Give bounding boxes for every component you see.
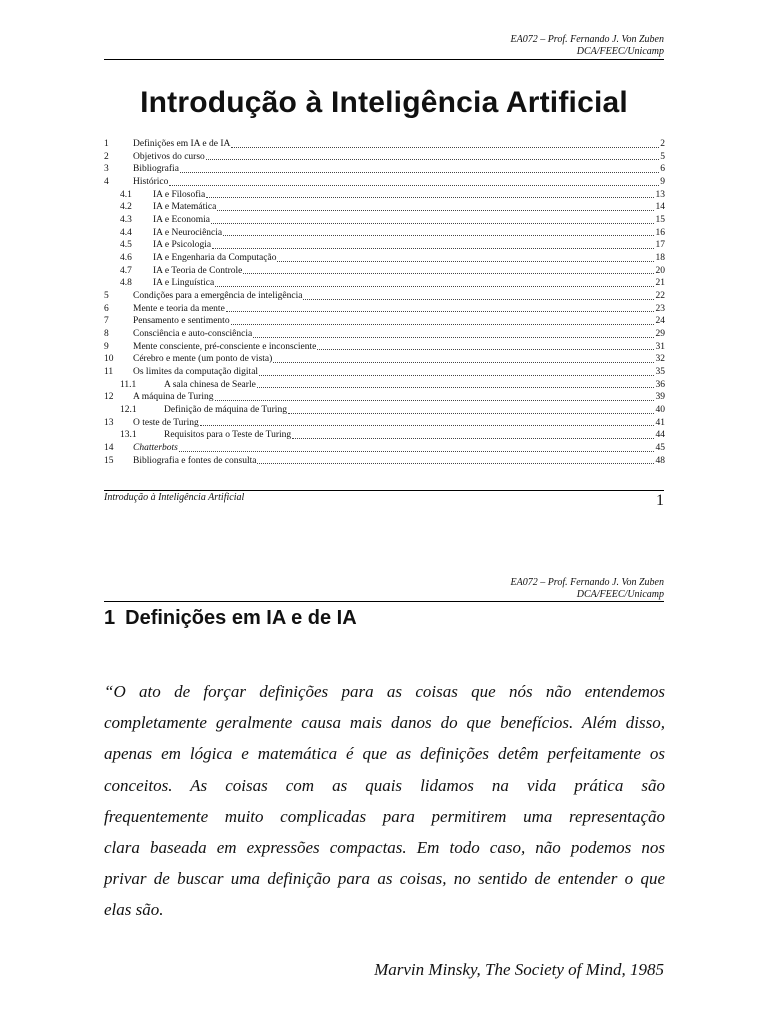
- toc-entry[interactable]: [104, 290, 665, 303]
- toc-entry-page: 14: [655, 202, 665, 213]
- toc-entry-title: Condições para a emergência de inteligência: [133, 291, 303, 302]
- toc-leader-dots: [243, 265, 654, 274]
- toc-leader-dots: [273, 354, 654, 363]
- toc-leader-dots: [180, 164, 659, 173]
- toc-entry[interactable]: [104, 201, 665, 214]
- toc-entry-page: 48: [655, 455, 665, 466]
- toc-entry-title: Chatterbots: [133, 443, 178, 454]
- toc-entry-title: Mente e teoria da mente: [133, 303, 225, 314]
- footer-title: Introdução à Inteligência Artificial: [104, 492, 245, 503]
- toc-leader-dots: [206, 151, 659, 160]
- toc-entry-number: 13.1: [120, 430, 137, 441]
- toc-entry-page: 18: [655, 253, 665, 264]
- toc-entry-number: 7: [104, 316, 109, 327]
- page-header: [510, 577, 664, 601]
- toc-leader-dots: [257, 455, 654, 464]
- toc-entry[interactable]: [104, 442, 665, 455]
- toc-entry-number: 4.6: [120, 253, 132, 264]
- toc-entry-page: 32: [655, 354, 665, 365]
- toc-entry[interactable]: [104, 239, 665, 252]
- toc-entry-page: 20: [655, 265, 665, 276]
- quote-line: apenas em lógica e matemática é que as definições detêm perfeitamente os: [104, 744, 665, 764]
- toc-entry-title: IA e Psicologia: [153, 240, 212, 251]
- toc-entry-number: 3: [104, 164, 109, 175]
- toc-entry[interactable]: [104, 214, 665, 227]
- header-course: EA072 – Prof. Fernando J. Von Zuben: [510, 577, 664, 588]
- toc-entry-title: IA e Linguística: [153, 278, 215, 289]
- table-of-contents: [104, 138, 665, 467]
- toc-entry-number: 14: [104, 443, 114, 454]
- document-title: Introdução à Inteligência Artificial: [140, 86, 628, 119]
- toc-leader-dots: [253, 329, 654, 338]
- toc-entry-page: 21: [655, 278, 665, 289]
- toc-entry-title: A máquina de Turing: [133, 392, 214, 403]
- toc-entry[interactable]: [104, 252, 665, 265]
- toc-entry-page: 31: [655, 341, 665, 352]
- toc-entry[interactable]: [104, 328, 665, 341]
- toc-entry[interactable]: [104, 391, 665, 404]
- toc-entry-page: 24: [655, 316, 665, 327]
- toc-leader-dots: [223, 227, 654, 236]
- toc-entry-page: 41: [655, 417, 665, 428]
- toc-entry-number: 11: [104, 367, 114, 378]
- toc-entry-title: O teste de Turing: [133, 417, 199, 428]
- toc-entry-title: Cérebro e mente (um ponto de vista): [133, 354, 273, 365]
- header-divider: [104, 601, 664, 602]
- toc-entry-page: 40: [655, 405, 665, 416]
- toc-entry-title: IA e Economia: [153, 215, 210, 226]
- toc-leader-dots: [259, 367, 654, 376]
- toc-entry[interactable]: [104, 277, 665, 290]
- toc-entry-number: 6: [104, 303, 109, 314]
- quote-line: “O ato de forçar definições para as coisas que nós não entendemos: [104, 682, 665, 701]
- toc-entry-page: 13: [655, 189, 665, 200]
- toc-entry-page: 23: [655, 303, 665, 314]
- toc-leader-dots: [226, 303, 654, 312]
- toc-entry-number: 15: [104, 455, 114, 466]
- toc-entry-number: 13: [104, 417, 114, 428]
- toc-entry-title: Os limites da computação digital: [133, 367, 259, 378]
- toc-entry-number: 9: [104, 341, 109, 352]
- toc-leader-dots: [200, 417, 654, 426]
- toc-leader-dots: [217, 202, 654, 211]
- toc-entry-title: IA e Teoria de Controle: [153, 265, 243, 276]
- toc-leader-dots: [317, 341, 654, 350]
- toc-entry-title: Consciência e auto-consciência: [133, 329, 253, 340]
- toc-entry-number: 4.3: [120, 215, 132, 226]
- toc-entry-page: 39: [655, 392, 665, 403]
- toc-entry[interactable]: [104, 404, 665, 417]
- toc-entry-page: 17: [655, 240, 665, 251]
- toc-leader-dots: [215, 278, 654, 287]
- toc-entry[interactable]: [104, 417, 665, 430]
- toc-entry-title: Bibliografia: [133, 164, 179, 175]
- toc-entry[interactable]: [104, 353, 665, 366]
- toc-entry[interactable]: [104, 315, 665, 328]
- toc-entry[interactable]: [104, 366, 665, 379]
- toc-entry-number: 11.1: [120, 379, 137, 390]
- toc-entry-number: 4.1: [120, 189, 132, 200]
- toc-entry-title: Objetivos do curso: [133, 151, 205, 162]
- toc-entry-page: 15: [655, 215, 665, 226]
- quote-line: frequentemente muito complicadas para permitirem uma representação: [104, 806, 665, 826]
- toc-entry[interactable]: [104, 138, 665, 151]
- toc-entry[interactable]: [104, 163, 665, 176]
- toc-entry-title: A sala chinesa de Searle: [164, 379, 256, 390]
- quote-line: clara baseada em expressões compactas. Em todo caso, não podemos nos: [104, 837, 665, 857]
- toc-entry-number: 5: [104, 291, 109, 302]
- toc-entry-title: IA e Engenharia da Computação: [153, 253, 277, 264]
- toc-entry[interactable]: [104, 227, 665, 240]
- toc-entry-number: 4.8: [120, 278, 132, 289]
- section-heading: [104, 607, 357, 630]
- toc-entry-title: IA e Neurociência: [153, 227, 223, 238]
- toc-entry-page: 29: [655, 329, 665, 340]
- toc-entry-number: 12.1: [120, 405, 137, 416]
- quote-line: conceitos. As coisas com as quais lidamos na vida prática são: [104, 775, 665, 795]
- toc-entry-title: Histórico: [133, 177, 169, 188]
- toc-entry[interactable]: [104, 379, 665, 392]
- toc-entry[interactable]: [104, 176, 665, 189]
- toc-entry-page: 16: [655, 227, 665, 238]
- toc-leader-dots: [292, 430, 654, 439]
- footer-page-number: 1: [656, 492, 664, 509]
- toc-entry-number: 2: [104, 151, 109, 162]
- header-course: EA072 – Prof. Fernando J. Von Zuben: [510, 34, 664, 45]
- toc-entry-page: 35: [655, 367, 665, 378]
- epigraph-quote: [104, 676, 665, 926]
- toc-entry[interactable]: [104, 189, 665, 202]
- toc-leader-dots: [212, 240, 654, 249]
- toc-entry-title: Pensamento e sentimento: [133, 316, 230, 327]
- toc-leader-dots: [211, 215, 654, 224]
- toc-entry-number: 4.2: [120, 202, 132, 213]
- toc-entry-title: Definições em IA e de IA: [133, 139, 231, 149]
- toc-entry-title: IA e Matemática: [153, 202, 217, 213]
- section-number: 1: [104, 607, 116, 629]
- toc-entry-number: 4.7: [120, 265, 132, 276]
- toc-entry-number: 1: [104, 139, 109, 149]
- toc-leader-dots: [169, 177, 659, 186]
- toc-entry-page: 6: [660, 164, 665, 175]
- toc-leader-dots: [215, 392, 654, 401]
- toc-entry[interactable]: [104, 265, 665, 278]
- toc-entry-number: 8: [104, 329, 109, 340]
- quote-line: completamente geralmente causa mais danos do que benefícios. Além disso,: [104, 713, 665, 733]
- toc-entry[interactable]: [104, 455, 665, 468]
- toc-leader-dots: [288, 405, 654, 414]
- toc-entry-number: 10: [104, 354, 114, 365]
- toc-entry-number: 4.5: [120, 240, 132, 251]
- toc-entry[interactable]: [104, 341, 665, 354]
- section-title: Definições em IA e de IA: [125, 607, 357, 629]
- quote-line: elas são.: [104, 900, 164, 920]
- header-department: DCA/FEEC/Unicamp: [576, 589, 664, 600]
- toc-leader-dots: [277, 253, 654, 262]
- footer-divider: [104, 490, 664, 491]
- toc-entry-number: 4: [104, 177, 109, 188]
- page-header: [510, 34, 664, 58]
- quote-line: privar de buscar uma definição para as coisas, no sentido de entender o que: [104, 869, 665, 889]
- toc-entry-page: 22: [655, 291, 665, 302]
- toc-entry-page: 2: [660, 139, 665, 149]
- toc-leader-dots: [231, 316, 654, 325]
- toc-leader-dots: [257, 379, 654, 388]
- header-divider: [104, 59, 664, 60]
- toc-entry[interactable]: [104, 303, 665, 316]
- toc-entry-title: IA e Filosofia: [153, 189, 206, 200]
- toc-entry-title: Requisitos para o Teste de Turing: [164, 430, 292, 441]
- toc-entry-page: 9: [660, 177, 665, 188]
- toc-entry[interactable]: [104, 151, 665, 164]
- toc-entry-page: 45: [655, 443, 665, 454]
- toc-entry-page: 36: [655, 379, 665, 390]
- toc-entry-number: 4.4: [120, 227, 132, 238]
- toc-entry-title: Definição de máquina de Turing: [164, 405, 287, 416]
- toc-leader-dots: [231, 139, 659, 148]
- toc-leader-dots: [206, 189, 654, 198]
- toc-entry-title: Mente consciente, pré-consciente e inconsciente: [133, 341, 317, 352]
- toc-leader-dots: [179, 443, 654, 452]
- toc-entry-number: 12: [104, 392, 114, 403]
- toc-entry-page: 5: [660, 151, 665, 162]
- toc-entry-page: 44: [655, 430, 665, 441]
- toc-leader-dots: [303, 291, 654, 300]
- quote-attribution: Marvin Minsky, The Society of Mind, 1985: [374, 960, 664, 979]
- header-department: DCA/FEEC/Unicamp: [576, 46, 664, 57]
- toc-entry-title: Bibliografia e fontes de consulta: [133, 455, 257, 466]
- toc-entry[interactable]: [104, 429, 665, 442]
